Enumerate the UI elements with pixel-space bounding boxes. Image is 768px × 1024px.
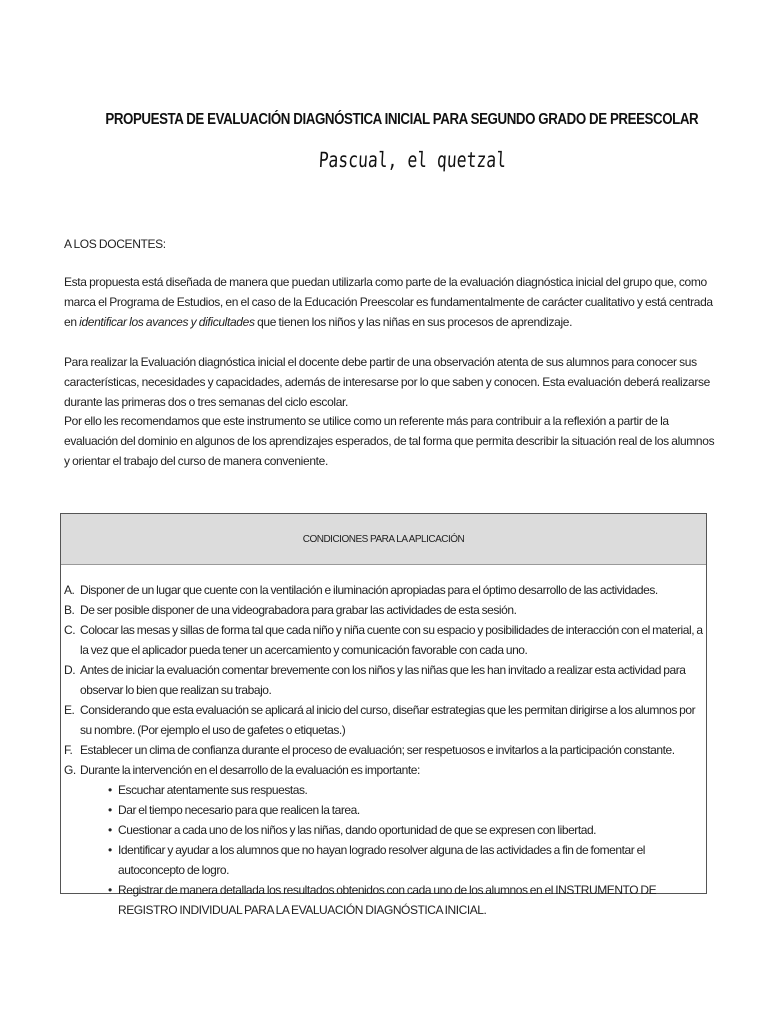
condition-text: Durante la intervención en el desarrollo de la evaluación es importante: [80,763,420,777]
sub-list-item [108,820,704,840]
condition-letter: A. [64,583,75,597]
condition-text: De ser posible disponer de una videograbadora para grabar las actividades de esta sesión. [80,603,517,617]
intro-paragraph-1 [64,272,720,332]
sub-list-item [108,780,704,800]
intro-paragraph-1-end: que tienen los niños y las niñas en sus procesos de aprendizaje. [254,315,573,329]
condition-text: Disponer de un lugar que cuente con la ventilación e iluminación apropiadas para el óptimo desarrollo de las actividades. [80,583,658,597]
condition-item-e [64,700,704,740]
condition-sub-list [80,780,704,920]
sub-item-text: Registrar de manera detallada los resultados obtenidos con cada uno de los alumnos en el INSTRUMENTO DE REGISTRO INDIVIDUAL PARA LA EVALUACIÓN DIAGNÓSTICA INICIAL. [118,883,657,917]
intro-paragraph-1-emphasis: identificar los avances y dificultades [79,315,255,329]
intro-paragraph-1-start: Esta propuesta está diseñada de manera que puedan utilizarla como parte de la evaluación diagnóstica inicial del grupo que, como marca el Programa de Estudios, en el caso de la Educación Preescolar es fundamentalmente de carácter cualitativo y está centrada en [64,275,713,329]
conditions-list [64,580,704,920]
condition-text: Establecer un clima de confianza durante el proceso de evaluación; ser respetuosos e invitarlos a la participación constante. [80,743,675,757]
condition-item-g [64,760,704,920]
condition-item-c [64,620,704,660]
intro-paragraph-3: Por ello les recomendamos que este instrumento se utilice como un referente más para contribuir a la reflexión a partir de la evaluación del dominio en algunos de los aprendizajes esperados, de tal forma que permita describir la situación real de los alumnos y orientar el trabajo del curso de manera conveniente. [64,414,715,468]
sub-item-text: Dar el tiempo necesario para que realicen la tarea. [118,803,360,817]
sub-item-text: Escuchar atentamente sus respuestas. [118,783,308,797]
condition-text: Antes de iniciar la evaluación comentar brevemente con los niños y las niñas que les han invitado a realizar esta actividad para observar lo bien que realizan su trabajo. [80,663,686,697]
bullet-icon: • [108,783,112,797]
condition-item-d [64,660,704,700]
conditions-header: CONDICIONES PARA LA APLICACIÓN [61,514,706,565]
document-title: PROPUESTA DE EVALUACIÓN DIAGNÓSTICA INICIAL PARA SEGUNDO GRADO DE PREESCOLAR [105,111,699,128]
sub-list-item [108,880,704,920]
condition-text: Considerando que esta evaluación se aplicará al inicio del curso, diseñar estrategias que les permitan dirigirse a los alumnos por su nombre. (Por ejemplo el uso de gafetes o etiquetas.) [80,703,696,737]
document-subtitle: Pascual, el quetzal [318,148,507,172]
intro-paragraph-2: Para realizar la Evaluación diagnóstica inicial el docente debe partir de una observación atenta de sus alumnos para conocer sus características, necesidades y capacidades, además de interesarse por lo que saben y conocen. Esta evaluación deberá realizarse durante las primeras dos o tres semanas del ciclo escolar. [64,355,710,409]
condition-letter: E. [64,703,75,717]
sub-list-item [108,800,704,820]
condition-letter: C. [64,623,76,637]
bullet-icon: • [108,823,112,837]
condition-letter: G. [64,763,76,777]
sub-item-text: Cuestionar a cada uno de los niños y las niñas, dando oportunidad de que se expresen con libertad. [118,823,597,837]
bullet-icon: • [108,843,112,857]
sub-list-item [108,840,704,880]
bullet-icon: • [108,883,112,897]
condition-item-f [64,740,704,760]
condition-letter: D. [64,663,76,677]
greeting: A LOS DOCENTES: [64,237,166,251]
sub-item-text: Identificar y ayudar a los alumnos que no hayan logrado resolver alguna de las actividades a fin de fomentar el autoconcepto de logro. [118,843,646,877]
condition-text: Colocar las mesas y sillas de forma tal que cada niño y niña cuente con su espacio y posibilidades de interacción con el material, a la vez que el aplicador pueda tener un acercamiento y comunicación favorable con cada uno. [80,623,703,657]
condition-letter: F. [64,743,73,757]
conditions-box [60,513,707,917]
condition-item-b [64,600,704,620]
condition-letter: B. [64,603,75,617]
bullet-icon: • [108,803,112,817]
condition-item-a [64,580,704,600]
